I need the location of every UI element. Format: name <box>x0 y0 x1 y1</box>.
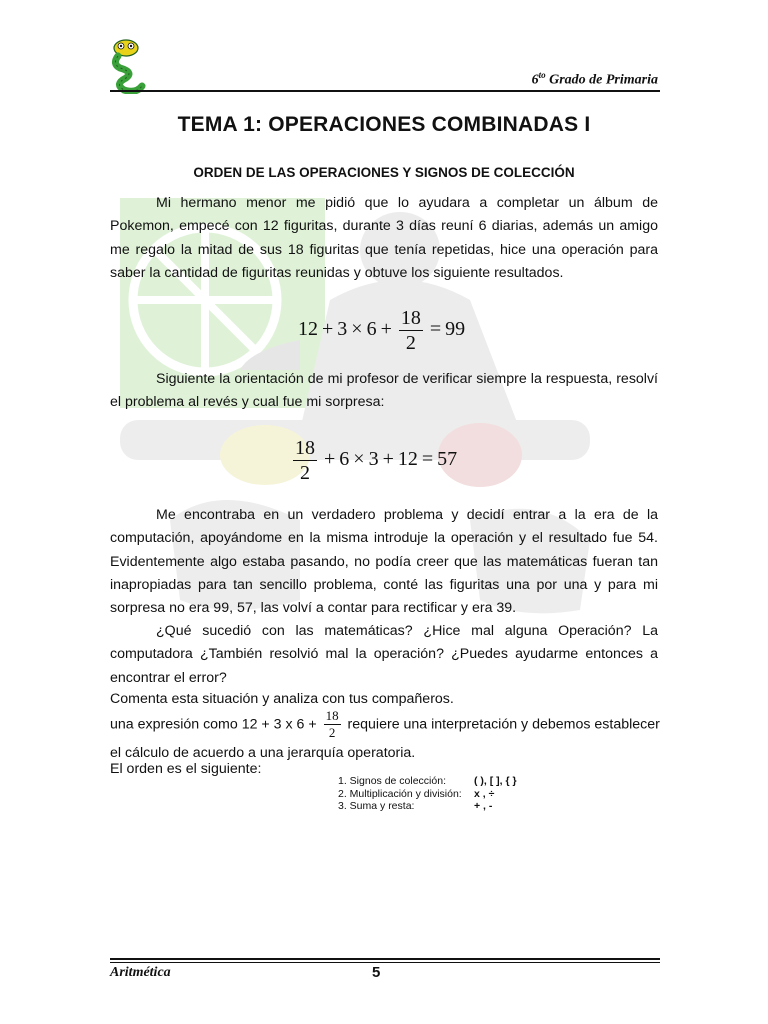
section-subtitle: ORDEN DE LAS OPERACIONES Y SIGNOS DE COLECCIÓN <box>193 165 575 180</box>
inline-fraction: $\frac{18}{2}$ <box>325 708 339 740</box>
page-number: 5 <box>372 964 381 981</box>
paragraph-expression: una expresión como 12 + 3 x 6 + $\frac{18}{2}$ requiere una interpretación y debemos establecer <box>110 708 660 740</box>
equation-2: $\frac{18}{2}$ + 6 × 3 + 12 = 57 <box>295 437 458 484</box>
order-item: 2. Multiplicación y división: x , ÷ <box>338 787 495 800</box>
fraction: $\frac{18}{2}$ <box>295 437 315 484</box>
fraction: $\frac{18}{2}$ <box>400 307 421 354</box>
paragraph-hierarchy: el cálculo de acuerdo a una jerarquía operatoria. <box>110 745 416 761</box>
order-item: 1. Signos de colección: ( ), [ ], { } <box>338 775 517 787</box>
paragraph-verify: Siguiente la orientación de mi profesor de verificar siempre la respuesta, resolví el problema al revés y cual fue mi sorpresa: <box>110 371 658 411</box>
grade-header: $6^{to}$ Grado de Primaria <box>531 70 658 88</box>
header-rule <box>110 90 660 92</box>
footer-subject: Aritmética <box>110 965 171 980</box>
paragraph-order-intro: El orden es el siguiente: <box>110 761 262 777</box>
paragraph-intro: Mi hermano menor me pidió que lo ayudara a completar un álbum de Pokemon, empecé con 12 figuritas, durante 3 días reuní 6 diarias, además un amigo me regalo la mitad de sus 18 figuritas que tenía repetidas, hice una operación para saber la cantidad de figuritas reunidas y obtuve los siguiente resultados. <box>110 195 658 281</box>
footer-rule <box>110 958 660 960</box>
footer-rule-thin <box>110 962 660 963</box>
paragraph-computer: Me encontraba en un verdadero problema y decidí entrar a la era de la computación, apoyándome en la misma introduje la operación y el resultado fue 54. Evidentemente algo estaba pasando, no podía creer que las matemáticas fueran tan inapropiadas para tan sencillo problema, conté las figuritas una por una y para mi sorpresa no era 99, 57, las volví a contar para rectificar y era 39. <box>110 507 658 617</box>
paragraph-questions: ¿Qué sucedió con las matemáticas? ¿Hice mal alguna Operación? La computadora ¿También resolvió mal la operación? ¿Puedes ayudarme entonces a encontrar el error? <box>110 623 658 686</box>
equation-1: 12 + 3 × 6 + $\frac{18}{2}$ = 99 <box>298 307 466 354</box>
paragraph-comment: Comenta esta situación y analiza con tus compañeros. <box>110 691 454 707</box>
worm-mascot-logo <box>104 36 152 94</box>
page-title: TEMA 1: OPERACIONES COMBINADAS I <box>177 113 591 136</box>
order-list <box>338 775 517 813</box>
order-item: 3. Suma y resta: + , - <box>338 800 493 812</box>
